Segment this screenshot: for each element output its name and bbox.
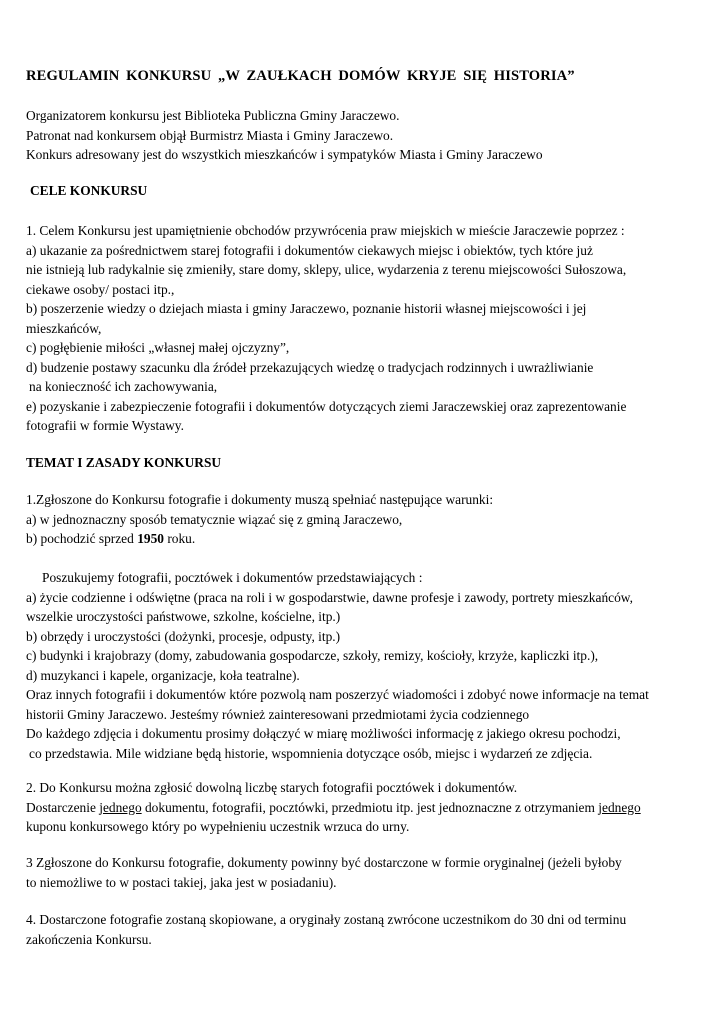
rules1-line3-pre: b) pochodzić sprzed <box>26 531 138 546</box>
rules-section-1 <box>26 490 716 549</box>
rule2-line3: kuponu konkursowego który po wypełnieniu uczestnik wrzuca do urny. <box>26 819 410 834</box>
rule2-section <box>26 778 716 837</box>
goals-line: fotografii w formie Wystawy. <box>26 418 184 433</box>
goals-line: 1. Celem Konkursu jest upamiętnienie obchodów przywrócenia praw miejskich w mieście Jaraczewie poprzez : <box>26 223 625 238</box>
goals-line: nie istnieją lub radykalnie się zmieniły, stare domy, sklepy, ulice, wydarzenia z terenu miejscowości Sułoszowa, <box>26 262 627 277</box>
search-line: b) obrzędy i uroczystości (dożynki, procesje, odpusty, itp.) <box>26 628 341 644</box>
rule2-line2-b: dokumentu, fotografii, pocztówki, przedmiotu itp. jest jednoznaczne z otrzymaniem <box>141 799 599 815</box>
intro-patronage: Patronat nad konkursem objął Burmistrz Miasta i Gminy Jaraczewo. <box>26 127 394 143</box>
intro-organizer: Organizatorem konkursu jest Biblioteka Publiczna Gminy Jaraczewo. <box>26 108 400 123</box>
intro-audience: Konkurs adresowany jest do wszystkich mieszkańców i sympatyków Miasta i Gminy Jaraczewo <box>26 147 543 162</box>
rules1-line1: 1.Zgłoszone do Konkursu fotografie i dokumenty muszą spełniać następujące warunki: <box>26 492 494 507</box>
rule4-section <box>26 910 716 949</box>
search-line: a) życie codzienne i odświętne (praca na roli i w gospodarstwie, dawne profesje i zawody, portrety mieszkańców, <box>26 589 633 605</box>
rules-heading: TEMAT I ZASADY KONKURSU <box>26 455 222 470</box>
goals-line: d) budzenie postawy szacunku dla źródeł przekazujących wiedzę o tradycjach rodzinnych i uwrażliwianie <box>26 359 594 375</box>
rule2-line2 <box>26 798 716 818</box>
search-line: Poszukujemy fotografii, pocztówek i dokumentów przedstawiających : <box>42 570 423 585</box>
search-line: d) muzykanci i kapele, organizacje, koła teatralne). <box>26 667 300 683</box>
rule4-line: zakończenia Konkursu. <box>26 931 152 947</box>
search-section <box>26 568 716 763</box>
rule3-line: to niemożliwe to w postaci takiej, jaka jest w posiadaniu). <box>26 874 337 890</box>
goals-section <box>26 221 716 436</box>
rules1-line2: a) w jednoznaczny sposób tematycznie wiązać się z gminą Jaraczewo, <box>26 511 403 527</box>
goals-line: e) pozyskanie i zabezpieczenie fotografii i dokumentów dotyczących ziemi Jaraczewskiej oraz zaprezentowanie <box>26 398 627 414</box>
goals-line: na konieczność ich zachowywania, <box>29 379 218 394</box>
goals-line: b) poszerzenie wiedzy o dziejach miasta i gminy Jaraczewo, poznanie historii własnej miejscowości i jej <box>26 301 587 316</box>
rule4-line: 4. Dostarczone fotografie zostaną skopiowane, a oryginały zostaną zwrócone uczestnikom do 30 dni od terminu <box>26 912 627 927</box>
rule2-line2-a: Dostarczenie <box>26 799 100 815</box>
search-line: wszelkie uroczystości państwowe, szkolne, kościelne, itp.) <box>26 609 341 624</box>
search-line: co przedstawia. Mile widziane będą historie, wspomnienia dotyczące osób, miejsc i wydarzeń ze zdjęcia. <box>29 745 593 761</box>
rule2-underline-1: jednego <box>99 799 142 815</box>
rule2-line1: 2. Do Konkursu można zgłosić dowolną liczbę starych fotografii pocztówek i dokumentów. <box>26 780 518 795</box>
goals-line: a) ukazanie za pośrednictwem starej fotografii i dokumentów ciekawych miejsc i obiektów, tych które już <box>26 242 593 258</box>
search-line: historii Gminy Jaraczewo. Jesteśmy również zainteresowani przedmiotami życia codziennego <box>26 706 530 722</box>
search-line: Oraz innych fotografii i dokumentów które pozwolą nam poszerzyć wiadomości i zdobyć nowe informacje na temat <box>26 687 649 702</box>
document-title: REGULAMIN KONKURSU „W ZAUŁKACH DOMÓW KRYJE SIĘ HISTORIA” <box>26 68 575 84</box>
goals-heading: CELE KONKURSU <box>30 183 148 198</box>
search-line: c) budynki i krajobrazy (domy, zabudowania gospodarcze, szkoły, remizy, kościoły, krzyże, kapliczki itp.), <box>26 648 599 663</box>
goals-line: ciekawe osoby/ postaci itp., <box>26 281 175 297</box>
rules1-year: 1950 <box>137 531 164 546</box>
intro-section <box>26 106 716 165</box>
rule3-section <box>26 853 716 892</box>
goals-line: mieszkańców, <box>26 320 102 336</box>
rule2-underline-2: jednego <box>598 799 641 815</box>
rule3-line: 3 Zgłoszone do Konkursu fotografie, dokumenty powinny być dostarczone w formie oryginalnej (jeżeli byłoby <box>26 855 622 870</box>
rules1-line3-post: roku. <box>163 531 196 546</box>
search-line: Do każdego zdjęcia i dokumentu prosimy dołączyć w miarę możliwości informację z jakiego okresu pochodzi, <box>26 726 621 741</box>
goals-line: c) pogłębienie miłości „własnej małej ojczyzny”, <box>26 340 290 355</box>
rules1-line3 <box>26 529 716 549</box>
